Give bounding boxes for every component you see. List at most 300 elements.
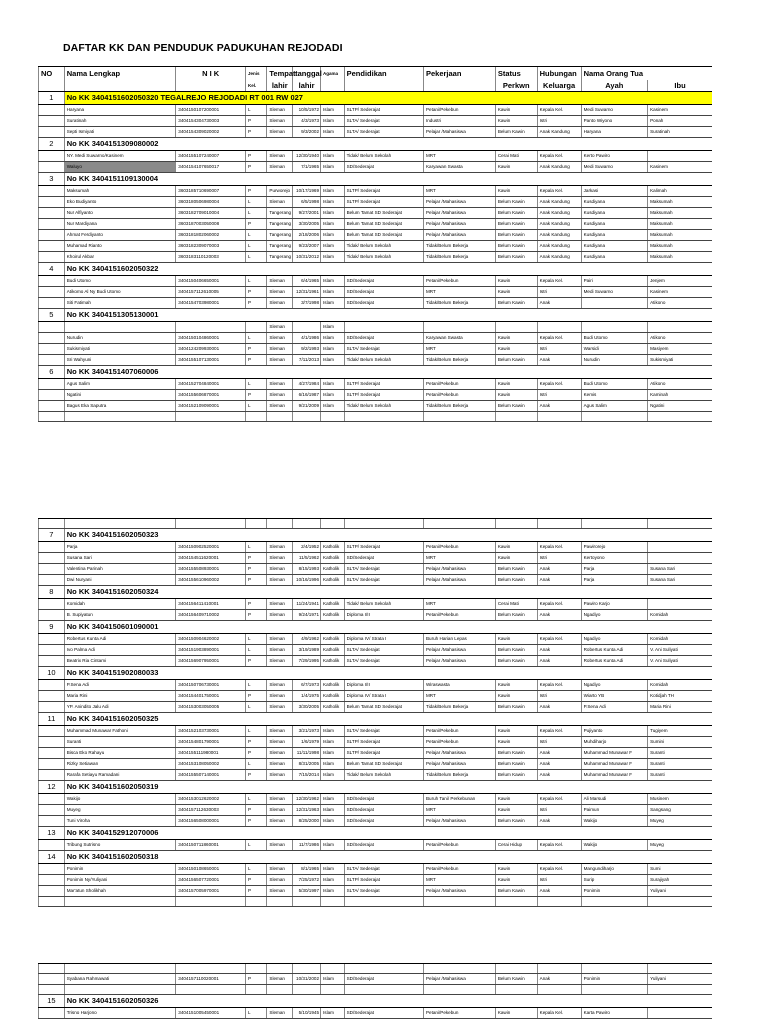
cell-nama: Khoirul Akbar: [64, 252, 176, 263]
cell-hubungan: Anak: [537, 816, 581, 827]
table-row: [39, 241, 713, 252]
cell-ibu: Maksumah: [648, 219, 712, 230]
empty-cell: [648, 897, 712, 907]
cell-tempat: Sleman: [267, 575, 293, 586]
cell-pekerjaan: Pelajar /Mahasiswa: [423, 748, 495, 759]
table-section-3: [38, 963, 712, 1019]
cell-tgl: 11/24/1941: [293, 599, 321, 610]
cell-jk: L: [245, 864, 266, 875]
cell-no: [39, 794, 65, 805]
empty-cell: [581, 897, 647, 907]
header-status: Status: [495, 67, 537, 81]
cell-tempat: Sleman: [267, 875, 293, 886]
cell-ibu: Yuliyani: [648, 974, 712, 985]
cell-status: Belum Kawin: [495, 645, 537, 656]
empty-cell: [176, 897, 246, 907]
cell-ibu: Kalimah: [648, 186, 712, 197]
cell-nik: 3404154801790001: [176, 737, 246, 748]
family-number: 13: [39, 827, 65, 840]
empty-cell: [245, 964, 266, 974]
cell-no: [39, 702, 65, 713]
cell-jk: P: [245, 344, 266, 355]
cell-nama: Valentina Parinah: [64, 564, 176, 575]
cell-ayah: Surip: [581, 875, 647, 886]
cell-status: Belum Kawin: [495, 886, 537, 897]
cell-nama: Ivo Palma Adi: [64, 645, 176, 656]
cell-hubungan: Kepala Kel.: [537, 379, 581, 390]
cell-nama: Nur Mardiyana: [64, 219, 176, 230]
cell-ibu: Jenjem: [648, 276, 712, 287]
cell-pendidikan: Tidak/ Belum Sekolah: [344, 355, 423, 366]
cell-nik: 3603182309070003: [176, 241, 246, 252]
header-tempat: Tempat: [267, 67, 293, 81]
cell-tempat: Sleman: [267, 322, 293, 333]
cell-nik: 3404152109090001: [176, 401, 246, 412]
cell-pekerjaan: Petani/Pekebun: [423, 390, 495, 401]
cell-nik: 3603182709010004: [176, 208, 246, 219]
cell-jk: P: [245, 770, 266, 781]
cell-agama: Islam: [321, 344, 345, 355]
cell-tempat: Sleman: [267, 645, 293, 656]
table-row: [39, 219, 713, 230]
cell-no: [39, 564, 65, 575]
empty-cell: [64, 897, 176, 907]
cell-ibu: Maksumah: [648, 252, 712, 263]
header-sub-cell: Keluarga: [537, 80, 581, 92]
cell-ibu: Suranti: [648, 748, 712, 759]
cell-ayah: Muhdiharjo: [581, 737, 647, 748]
cell-ayah: Karta Pawiro: [581, 1008, 647, 1019]
cell-status: Kawin: [495, 276, 537, 287]
cell-no: [39, 252, 65, 263]
cell-pendidikan: SD/Sederajat: [344, 287, 423, 298]
cell-nik: 3404157005970001: [176, 886, 246, 897]
cell-agama: Islam: [321, 276, 345, 287]
cell-hubungan: Kepala Kel.: [537, 186, 581, 197]
cell-agama: Islam: [321, 116, 345, 127]
cell-hubungan: Kepala Kel.: [537, 333, 581, 344]
table-row: [39, 645, 713, 656]
family-number: 9: [39, 621, 65, 634]
cell-nama: Syabana Rahmawati: [64, 974, 176, 985]
cell-ibu: Sangsang: [648, 805, 712, 816]
cell-tgl: 1/6/1979: [293, 737, 321, 748]
cell-ibu: V. Ani Suliyati: [648, 656, 712, 667]
cell-no: [39, 241, 65, 252]
cell-pekerjaan: Petani/Pekebun: [423, 276, 495, 287]
cell-nama: Siti Fatimah: [64, 298, 176, 309]
cell-tempat: Sleman: [267, 355, 293, 366]
cell-ibu: Suranti: [648, 770, 712, 781]
empty-cell: [423, 897, 495, 907]
cell-ayah: Medi Suwarno: [581, 105, 647, 116]
cell-no: [39, 116, 65, 127]
cell-ibu: Suratinah: [648, 127, 712, 138]
cell-hubungan: Anak Kandung: [537, 230, 581, 241]
cell-hubungan: Kepala Kel.: [537, 1008, 581, 1019]
cell-jk: P: [245, 805, 266, 816]
table-row: [39, 737, 713, 748]
cell-pendidikan: SD/Sederajat: [344, 974, 423, 985]
cell-ibu: Ponah: [648, 116, 712, 127]
cell-no: [39, 691, 65, 702]
cell-agama: Islam: [321, 840, 345, 851]
cell-agama: Islam: [321, 794, 345, 805]
cell-hubungan: Anak: [537, 610, 581, 621]
cell-hubungan: Anak: [537, 656, 581, 667]
table-row: [39, 162, 713, 173]
cell-pekerjaan: [423, 322, 495, 333]
cell-jk: P: [245, 355, 266, 366]
cell-tempat: Sleman: [267, 1008, 293, 1019]
header-sub-cell: [423, 80, 495, 92]
cell-no: [39, 553, 65, 564]
cell-ayah: Kusdiyana: [581, 197, 647, 208]
cell-tgl: 9/23/2007: [293, 241, 321, 252]
cell-nama: Sri Wahyuni: [64, 355, 176, 366]
cell-nik: 3404150711860001: [176, 840, 246, 851]
cell-agama: Katholik: [321, 645, 345, 656]
cell-nama: P.Sena Adi: [64, 680, 176, 691]
cell-jk: P: [245, 116, 266, 127]
cell-ibu: Muyeg: [648, 816, 712, 827]
header-sub-cell: Ibu: [648, 80, 712, 92]
cell-jk: L: [245, 542, 266, 553]
header-sub-cell: [321, 80, 345, 92]
cell-hubungan: Istri: [537, 691, 581, 702]
cell-pekerjaan: Pelajar /Mahasiswa: [423, 564, 495, 575]
cell-status: Belum Kawin: [495, 197, 537, 208]
cell-nama: Parja: [64, 542, 176, 553]
cell-tgl: 3/7/1998: [293, 298, 321, 309]
cell-agama: Islam: [321, 333, 345, 344]
cell-ibu: Sumini: [648, 737, 712, 748]
cell-ibu: Komidah: [648, 680, 712, 691]
family-number: 14: [39, 851, 65, 864]
cell-tgl: 6/16/1987: [293, 390, 321, 401]
cell-ibu: Atikono: [648, 298, 712, 309]
family-kk-number: No KK 3404151602050323: [64, 529, 712, 542]
cell-pendidikan: SLTP/ Sederajat: [344, 542, 423, 553]
cell-tgl: 9/27/2001: [293, 208, 321, 219]
cell-tempat: Sleman: [267, 379, 293, 390]
cell-agama: Islam: [321, 252, 345, 263]
cell-ayah: Pujiyanto: [581, 726, 647, 737]
cell-ibu: Kasinem: [648, 287, 712, 298]
cell-pekerjaan: Petani/Pekebun: [423, 105, 495, 116]
cell-agama: Islam: [321, 241, 345, 252]
cell-jk: L: [245, 379, 266, 390]
cell-jk: L: [245, 702, 266, 713]
cell-status: Kawin: [495, 794, 537, 805]
cell-status: Kawin: [495, 105, 537, 116]
cell-status: Belum Kawin: [495, 974, 537, 985]
cell-jk: P: [245, 875, 266, 886]
cell-pendidikan: Tidak/ Belum Sekolah: [344, 241, 423, 252]
cell-hubungan: Kepala Kel.: [537, 542, 581, 553]
cell-ayah: Pawirorejo: [581, 542, 647, 553]
cell-pendidikan: SLTA/ Sederajat: [344, 564, 423, 575]
cell-hubungan: Kepala Kel.: [537, 794, 581, 805]
cell-tgl: 5/30/1997: [293, 886, 321, 897]
cell-nik: 3404154309020002: [176, 127, 246, 138]
cell-nik: 3603183110120003: [176, 252, 246, 263]
cell-ayah: Muhammad Munawar F: [581, 759, 647, 770]
cell-nama: Nur Alfiyanto: [64, 208, 176, 219]
cell-jk: P: [245, 610, 266, 621]
cell-pekerjaan: Industri: [423, 116, 495, 127]
cell-jk: L: [245, 794, 266, 805]
cell-no: [39, 599, 65, 610]
cell-nik: 3404152704840001: [176, 379, 246, 390]
cell-agama: Islam: [321, 322, 345, 333]
cell-agama: Islam: [321, 1008, 345, 1019]
cell-nama: Ngatini: [64, 390, 176, 401]
cell-tempat: Sleman: [267, 162, 293, 173]
cell-agama: Islam: [321, 864, 345, 875]
cell-nama: Rizky Setiawan: [64, 759, 176, 770]
family-header-row: [39, 138, 713, 151]
cell-tgl: 9/2/1993: [293, 344, 321, 355]
family-kk-number: No KK 3404151902080033: [64, 667, 712, 680]
family-number: 8: [39, 586, 65, 599]
cell-ayah: Kemis: [581, 390, 647, 401]
cell-pekerjaan: Tidak/Belum Bekerja: [423, 401, 495, 412]
cell-pekerjaan: Pelajar /Mahasiswa: [423, 974, 495, 985]
cell-ibu: Susana Sari: [648, 575, 712, 586]
cell-nama: Sukismiyati: [64, 344, 176, 355]
cell-ibu: Masiyem: [648, 344, 712, 355]
cell-tempat: Sleman: [267, 599, 293, 610]
cell-pendidikan: SLTP/ Sederajat: [344, 748, 423, 759]
empty-cell: [321, 897, 345, 907]
cell-hubungan: Kepala Kel.: [537, 105, 581, 116]
cell-pendidikan: SLTA/ Sederajat: [344, 656, 423, 667]
cell-ibu: Sukismiyati: [648, 355, 712, 366]
cell-status: Belum Kawin: [495, 355, 537, 366]
cell-pendidikan: Belum Tamat SD Sederajat: [344, 208, 423, 219]
cell-ibu: Atikono: [648, 379, 712, 390]
cell-status: [495, 322, 537, 333]
cell-pekerjaan: Pelajar /Mahasiswa: [423, 197, 495, 208]
cell-pekerjaan: Tidak/Belum Bekerja: [423, 241, 495, 252]
cell-pendidikan: Tidak/ Belum Sekolah: [344, 770, 423, 781]
empty-cell: [321, 519, 345, 529]
cell-nik: 3404150104860001: [176, 333, 246, 344]
cell-tgl: 3/21/1973: [293, 726, 321, 737]
cell-status: Belum Kawin: [495, 252, 537, 263]
empty-cell: [581, 412, 647, 422]
cell-tgl: 8/31/2005: [293, 759, 321, 770]
cell-tgl: 10/17/1969: [293, 186, 321, 197]
cell-tempat: Sleman: [267, 401, 293, 412]
cell-ibu: Ngatini: [648, 401, 712, 412]
empty-cell: [321, 412, 345, 422]
cell-nama: Waluyo: [64, 162, 176, 173]
cell-jk: L: [245, 105, 266, 116]
cell-hubungan: Kepala Kel.: [537, 864, 581, 875]
cell-hubungan: Anak: [537, 401, 581, 412]
cell-jk: L: [245, 252, 266, 263]
cell-no: [39, 401, 65, 412]
cell-pendidikan: SLTA/ Sederajat: [344, 726, 423, 737]
family-header-row: [39, 263, 713, 276]
cell-pekerjaan: Petani/Pekebun: [423, 737, 495, 748]
cell-hubungan: Kepala Kel.: [537, 726, 581, 737]
cell-tempat: Sleman: [267, 840, 293, 851]
family-header-row: [39, 713, 713, 726]
empty-cell: [293, 985, 321, 995]
empty-cell: [344, 964, 423, 974]
cell-pendidikan: Tidak/ Belum Sekolah: [344, 151, 423, 162]
cell-hubungan: Anak Kandung: [537, 241, 581, 252]
cell-pekerjaan: Petani/Pekebun: [423, 864, 495, 875]
table-row: [39, 344, 713, 355]
cell-agama: Islam: [321, 401, 345, 412]
cell-ayah: Medi Suwarno: [581, 287, 647, 298]
header-row: [39, 67, 713, 81]
cell-ibu: Komidah: [648, 634, 712, 645]
cell-pendidikan: SD/Sederajat: [344, 840, 423, 851]
cell-jk: P: [245, 575, 266, 586]
cell-tempat: Sleman: [267, 127, 293, 138]
cell-hubungan: Kepala Kel.: [537, 151, 581, 162]
cell-agama: Islam: [321, 759, 345, 770]
cell-hubungan: Anak: [537, 770, 581, 781]
cell-tempat: Sleman: [267, 542, 293, 553]
cell-no: [39, 840, 65, 851]
cell-agama: Islam: [321, 355, 345, 366]
cell-nama: Tuni Viroha: [64, 816, 176, 827]
cell-nik: 3404151903890001: [176, 645, 246, 656]
empty-cell: [64, 964, 176, 974]
cell-tgl: 7/29/1995: [293, 656, 321, 667]
cell-jk: P: [245, 127, 266, 138]
cell-jk: P: [245, 816, 266, 827]
cell-agama: Islam: [321, 127, 345, 138]
cell-jk: P: [245, 974, 266, 985]
cell-tgl: 1/4/1975: [293, 691, 321, 702]
cell-nama: Muhamad Rianto: [64, 241, 176, 252]
cell-status: Kawin: [495, 333, 537, 344]
table-row: [39, 127, 713, 138]
cell-hubungan: Istri: [537, 116, 581, 127]
table-row: [39, 770, 713, 781]
cell-pendidikan: Belum Tamat SD Sederajat: [344, 230, 423, 241]
empty-cell: [537, 964, 581, 974]
cell-hubungan: Kepala Kel.: [537, 634, 581, 645]
cell-ayah: Wakijo: [581, 840, 647, 851]
table-row: [39, 575, 713, 586]
cell-ibu: Musinem: [648, 794, 712, 805]
header-jenis: Jenis: [245, 67, 266, 81]
family-header-row: [39, 92, 713, 105]
cell-tgl: 7/11/2013: [293, 355, 321, 366]
cell-pekerjaan: Petani/Pekebun: [423, 1008, 495, 1019]
cell-pekerjaan: MRT: [423, 186, 495, 197]
cell-pekerjaan: Buruh Tani/ Perkebunan: [423, 794, 495, 805]
cell-hubungan: Kepala Kel.: [537, 840, 581, 851]
cell-status: Kawin: [495, 553, 537, 564]
cell-tempat: Sleman: [267, 116, 293, 127]
cell-agama: Islam: [321, 379, 345, 390]
cell-tgl: 4/9/1962: [293, 634, 321, 645]
cell-nama: Haryana: [64, 105, 176, 116]
empty-cell: [267, 964, 293, 974]
cell-hubungan: Anak: [537, 298, 581, 309]
cell-pendidikan: SLTA/ Sederajat: [344, 864, 423, 875]
table-row: [39, 702, 713, 713]
cell-jk: L: [245, 230, 266, 241]
cell-pekerjaan: Pelajar /Mahasiswa: [423, 575, 495, 586]
empty-cell: [245, 985, 266, 995]
family-kk-number: No KK 3404151602050326: [64, 995, 712, 1008]
cell-ayah: P.Sena Adi: [581, 702, 647, 713]
cell-nik: 3603187003050008: [176, 219, 246, 230]
cell-status: Belum Kawin: [495, 401, 537, 412]
cell-pendidikan: SLTP/ Sederajat: [344, 379, 423, 390]
cell-status: Kawin: [495, 864, 537, 875]
cell-pekerjaan: Petani/Pekebun: [423, 610, 495, 621]
empty-cell: [423, 985, 495, 995]
family-header-row: [39, 366, 713, 379]
cell-hubungan: Kepala Kel.: [537, 599, 581, 610]
cell-ayah: Jarkasi: [581, 186, 647, 197]
cell-tempat: Sleman: [267, 333, 293, 344]
empty-cell: [293, 964, 321, 974]
cell-agama: Islam: [321, 805, 345, 816]
cell-jk: L: [245, 840, 266, 851]
cell-status: Belum Kawin: [495, 748, 537, 759]
cell-ibu: Kasinem: [648, 162, 712, 173]
empty-cell: [648, 412, 712, 422]
cell-pendidikan: SLTA/ Sederajat: [344, 116, 423, 127]
header-tanggal: tanggal: [293, 67, 321, 81]
cell-tgl: 11/7/1986: [293, 840, 321, 851]
cell-tempat: Sleman: [267, 726, 293, 737]
cell-nik: 3404150902520001: [176, 542, 246, 553]
cell-ibu: Maksumah: [648, 230, 712, 241]
cell-ayah: Haryana: [581, 127, 647, 138]
cell-tempat: Sleman: [267, 287, 293, 298]
header-sub-cell: lahir: [267, 80, 293, 92]
header-nik: N I K: [176, 67, 246, 81]
cell-nama: YP. Anindito Jalu Adi: [64, 702, 176, 713]
cell-nik: 3404155606870001: [176, 390, 246, 401]
cell-jk: P: [245, 886, 266, 897]
cell-pendidikan: Tidak/ Belum Sekolah: [344, 599, 423, 610]
cell-pekerjaan: MRT: [423, 287, 495, 298]
cell-no: [39, 197, 65, 208]
cell-ayah: Robertus Kunta Adi: [581, 656, 647, 667]
cell-pekerjaan: Petani/Pekebun: [423, 726, 495, 737]
cell-ayah: Ponimin: [581, 974, 647, 985]
cell-tempat: Sleman: [267, 759, 293, 770]
cell-tempat: Tangerang: [267, 252, 293, 263]
cell-no: [39, 287, 65, 298]
table-row: [39, 553, 713, 564]
cell-ibu: Maksumah: [648, 197, 712, 208]
cell-hubungan: Istri: [537, 875, 581, 886]
table-row: [39, 230, 713, 241]
cell-nik: 3404124209930001: [176, 344, 246, 355]
cell-no: [39, 864, 65, 875]
cell-nama: Muhammad Munawar Fathoni: [64, 726, 176, 737]
cell-ayah: Kerto Pawiro: [581, 151, 647, 162]
cell-agama: Islam: [321, 770, 345, 781]
family-kk-number: No KK 3404152912070006: [64, 827, 712, 840]
table-section-1: [38, 66, 712, 422]
